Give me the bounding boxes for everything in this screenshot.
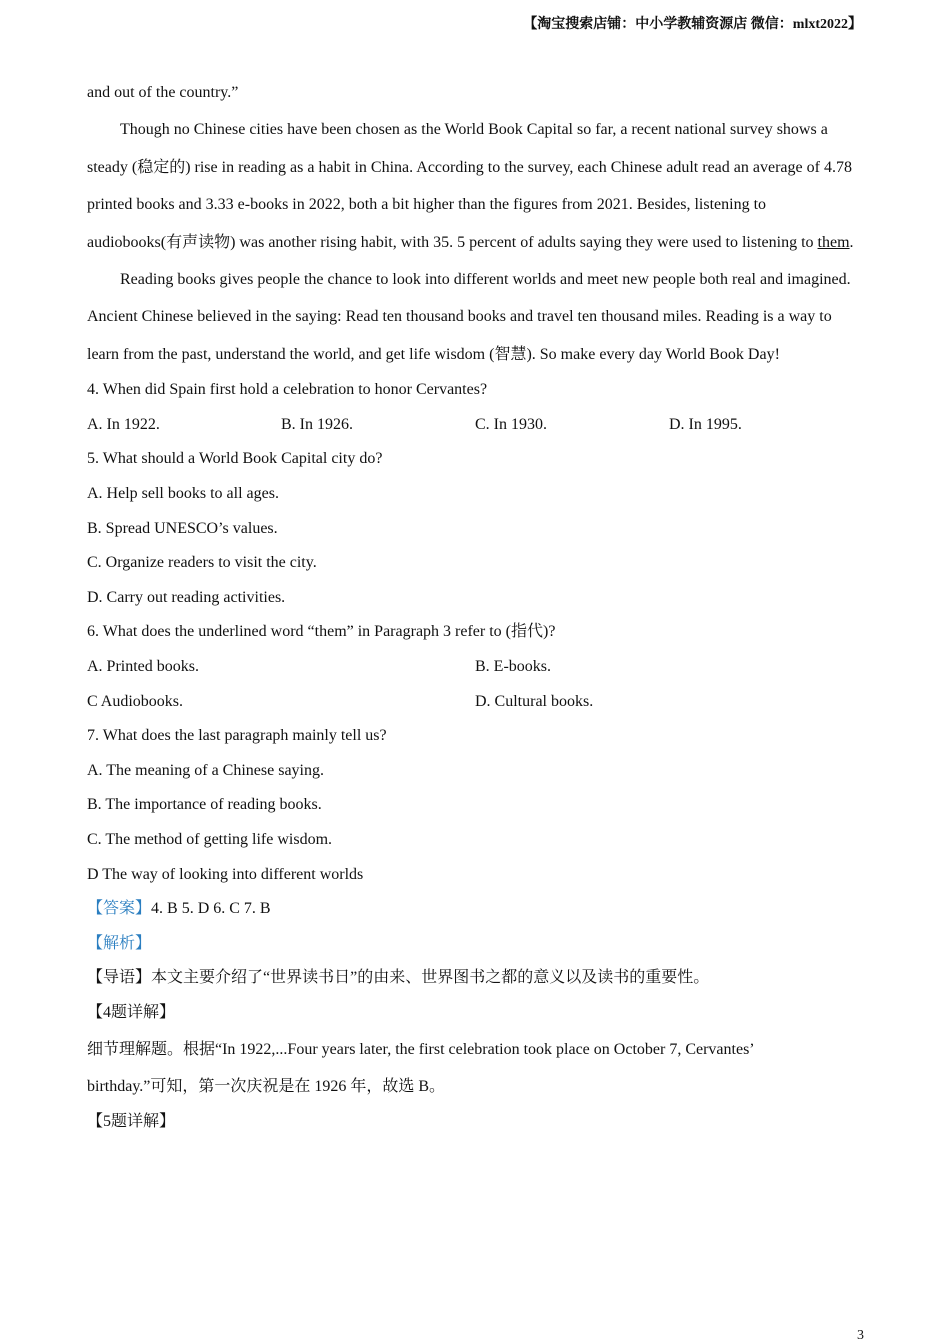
question-5: 5. What should a World Book Capital city do? <box>87 450 383 468</box>
option-6c: C Audiobooks. <box>87 692 184 710</box>
detail-5-label: 【5题详解】 <box>87 1113 176 1131</box>
analysis-label: 【解析】 <box>87 934 152 952</box>
answer-text: 4. B 5. D 6. C 7. B <box>151 900 271 918</box>
question-6-options-row-1 <box>87 650 863 685</box>
option-7b: B. The importance of reading books. <box>87 796 322 814</box>
option-7d: D The way of looking into different worlds <box>87 865 364 883</box>
paragraph-1-text: Though no Chinese cities have been chosen as the World Book Capital so far, a recent national survey shows a steady (稳定的) rise in reading as a habit in China. According to the survey, each Chinese adult read an average of 4.78 printed books and 3.33 e-books in 2022, both a bit higher than the figures from 2021. Besides, listening to audiobooks(有声读物) was another rising habit, with 35. 5 percent of adults saying they were used to listening to <box>87 121 852 251</box>
option-6d: D. Cultural books. <box>475 692 594 710</box>
option-4d: D. In 1995. <box>669 415 742 433</box>
question-4: 4. When did Spain first hold a celebration to honor Cervantes? <box>87 381 488 399</box>
option-6b: B. E-books. <box>475 658 551 675</box>
option-5b: B. Spread UNESCO’s values. <box>87 519 278 537</box>
option-5d: D. Carry out reading activities. <box>87 588 286 606</box>
detail-4-line-2: birthday.”可知，第一次庆祝是在 1926 年，故选 B。 <box>87 1077 446 1095</box>
option-7a: A. The meaning of a Chinese saying. <box>87 761 324 779</box>
guide-label: 【导语】 <box>87 969 152 987</box>
answer-line <box>87 892 863 927</box>
guide-text: 本文主要介绍了“世界读书日”的由来、世界图书之都的意义以及读书的重要性。 <box>151 969 710 987</box>
question-6: 6. What does the underlined word “them” in Paragraph 3 refer to (指代)? <box>87 623 556 641</box>
document-body <box>87 74 863 1140</box>
paragraph-1-end: . <box>849 233 854 251</box>
option-5c: C. Organize readers to visit the city. <box>87 554 317 572</box>
answer-label: 【答案】 <box>87 900 152 918</box>
question-6-options-row-2 <box>87 685 863 720</box>
option-7c: C. The method of getting life wisdom. <box>87 830 333 848</box>
question-7: 7. What does the last paragraph mainly tell us? <box>87 727 387 745</box>
underlined-word-them: them <box>817 233 850 251</box>
detail-4-line-1: 细节理解题。根据“In 1922,...Four years later, the first celebration took place on October 7, Cervantes’ <box>87 1040 755 1058</box>
option-4b: B. In 1926. <box>281 415 353 433</box>
question-4-options <box>87 408 863 443</box>
option-6a: A. Printed books. <box>87 658 199 675</box>
detail-4-label: 【4题详解】 <box>87 1003 176 1021</box>
passage-paragraph-2: Reading books gives people the chance to look into different worlds and meet new people both real and imagined. Ancient Chinese believed in the saying: Read ten thousand books and travel ten thousand miles. Reading is a way to learn from the past, understand the world, and get life wisdom (智慧). So make every day World Book Day! <box>87 271 851 363</box>
page-header: 【淘宝搜索店铺：中小学教辅资源店 微信：mlxt2022】 <box>523 17 862 32</box>
passage-paragraph-1 <box>87 111 863 261</box>
option-4c: C. In 1930. <box>475 415 547 433</box>
passage-paragraph-0: and out of the country.” <box>87 84 239 101</box>
guide-line <box>87 961 863 996</box>
option-4a: A. In 1922. <box>87 415 160 433</box>
option-5a: A. Help sell books to all ages. <box>87 485 279 503</box>
page-number: 3 <box>857 1328 864 1343</box>
